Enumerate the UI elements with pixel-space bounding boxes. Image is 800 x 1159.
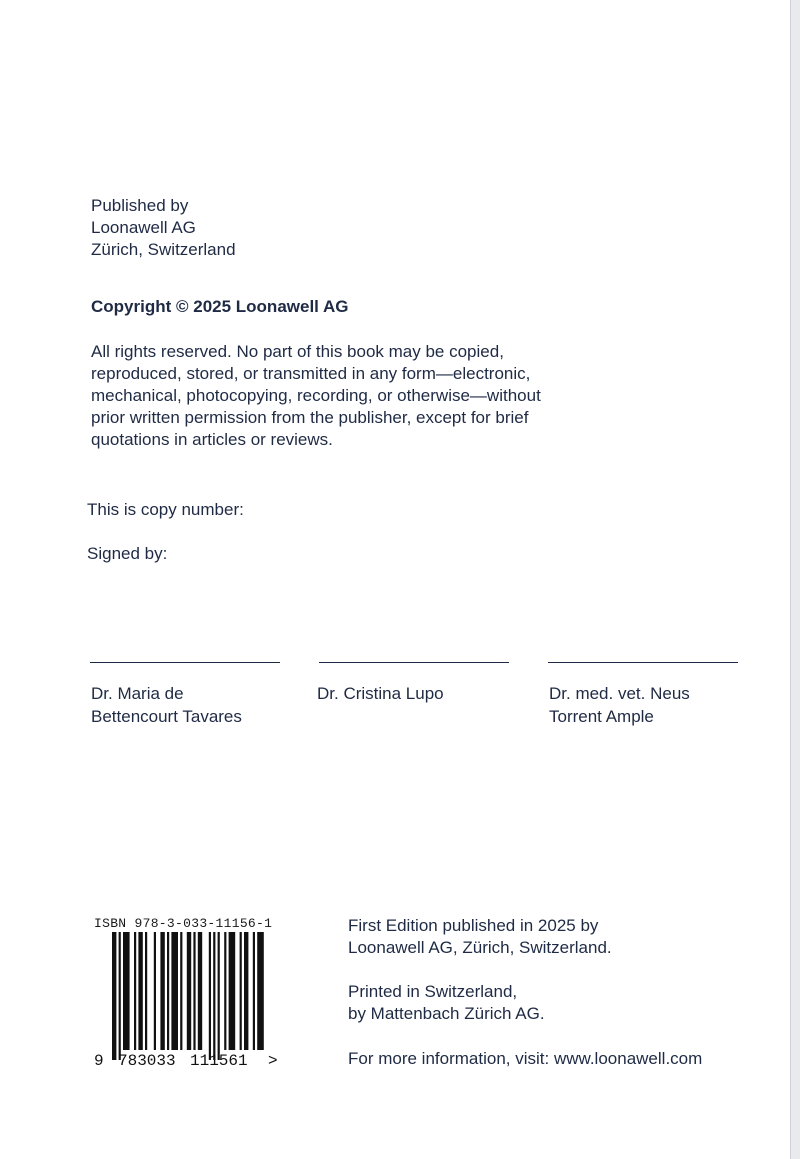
signatory-1-line-1: Dr. Maria de	[91, 684, 184, 703]
barcode-bar	[257, 932, 264, 1050]
page-edge-shadow	[791, 0, 800, 1159]
signatory-2-line-1: Dr. Cristina Lupo	[317, 684, 444, 703]
barcode-bar	[138, 932, 142, 1050]
barcode-bar	[244, 932, 248, 1050]
barcode-bars	[112, 932, 264, 1060]
barcode-bar	[180, 932, 182, 1050]
barcode-end-mark: >	[268, 1052, 278, 1070]
barcode-bar	[213, 932, 215, 1060]
signatory-3	[549, 682, 690, 728]
barcode-right-group: 111561	[190, 1052, 248, 1070]
barcode-bar	[218, 932, 220, 1060]
page-edge-line	[790, 0, 791, 1159]
barcode-bar	[198, 932, 202, 1050]
publisher-line-1: Published by	[91, 196, 189, 215]
barcode-bar	[145, 932, 147, 1050]
signed-by-label: Signed by:	[87, 544, 168, 563]
isbn-label: ISBN 978-3-033-11156-1	[94, 916, 273, 931]
rights-line: quotations in articles or reviews.	[91, 430, 333, 449]
edition-line-2: Loonawell AG, Zürich, Switzerland.	[348, 938, 612, 957]
barcode-bar	[253, 932, 255, 1050]
signatory-1-line-2: Bettencourt Tavares	[91, 707, 242, 726]
publisher-block	[91, 195, 236, 261]
rights-line: All rights reserved. No part of this book may be copied,	[91, 342, 504, 361]
barcode-bar	[134, 932, 136, 1050]
info-line: For more information, visit: www.loonawell.com	[348, 1049, 703, 1068]
signatory-2	[317, 682, 444, 705]
barcode-bar	[167, 932, 169, 1050]
rights-line: mechanical, photocopying, recording, or otherwise—without	[91, 386, 541, 405]
signature-line-2	[319, 662, 509, 663]
barcode-bar	[119, 932, 121, 1060]
signature-line-1	[90, 662, 280, 663]
barcode-left-group: 783033	[118, 1052, 176, 1070]
publisher-name: Loonawell AG	[91, 218, 196, 237]
barcode-bar	[112, 932, 116, 1060]
barcode-bar	[160, 932, 164, 1050]
signatory-3-line-2: Torrent Ample	[549, 707, 654, 726]
barcode-bar	[229, 932, 236, 1050]
signatory-1	[91, 682, 242, 728]
copy-number-label: This is copy number:	[87, 500, 244, 519]
printed-block	[348, 981, 545, 1025]
rights-line: reproduced, stored, or transmitted in any form—electronic,	[91, 364, 531, 383]
edition-line-1: First Edition published in 2025 by	[348, 916, 599, 935]
publisher-location: Zürich, Switzerland	[91, 240, 236, 259]
printed-line-1: Printed in Switzerland,	[348, 982, 518, 1001]
printed-line-2: by Mattenbach Zürich AG.	[348, 1004, 545, 1023]
isbn-barcode	[94, 932, 284, 1072]
copyright-line: Copyright © 2025 Loonawell AG	[91, 297, 349, 316]
signatory-3-line-1: Dr. med. vet. Neus	[549, 684, 690, 703]
barcode-bar	[123, 932, 130, 1050]
barcode-bar	[154, 932, 156, 1050]
barcode-first-digit: 9	[94, 1052, 104, 1070]
rights-line: prior written permission from the publisher, except for brief	[91, 408, 529, 427]
rights-paragraph	[91, 341, 541, 451]
barcode-bar	[193, 932, 195, 1050]
barcode-bar	[240, 932, 242, 1050]
edition-block	[348, 915, 612, 959]
signature-line-3	[548, 662, 738, 663]
barcode-bar	[209, 932, 211, 1060]
barcode-bar	[224, 932, 226, 1050]
barcode-bar	[171, 932, 178, 1050]
barcode-bar	[187, 932, 191, 1050]
